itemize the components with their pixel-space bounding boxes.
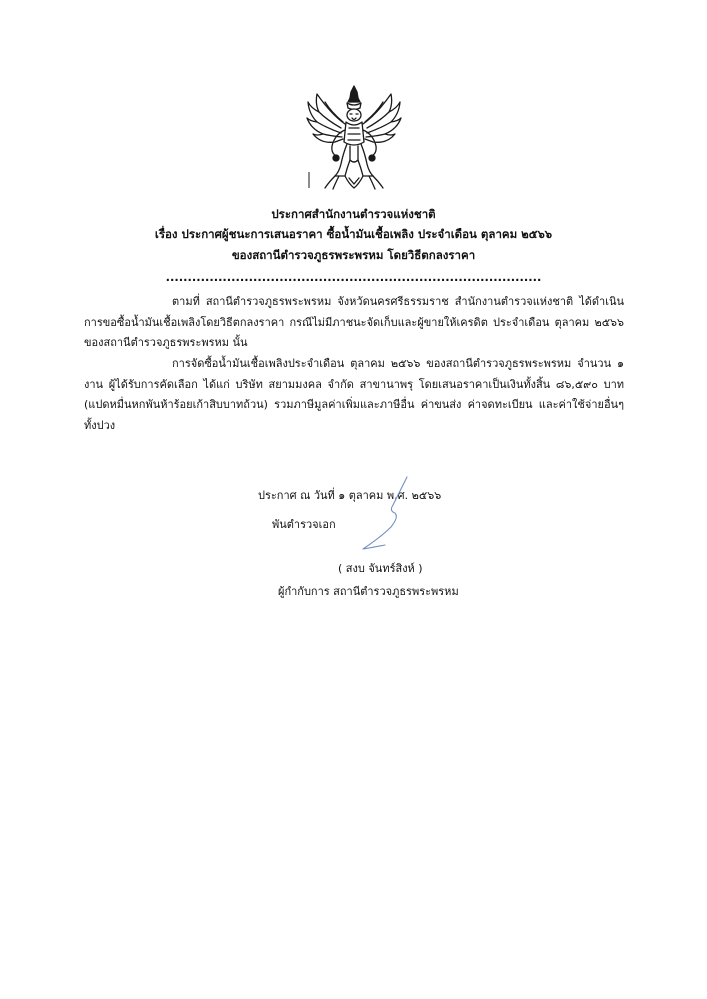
announcement-subject-continued: ของสถานีตำรวจภูธรพระพรหม โดยวิธีตกลงราคา — [231, 248, 476, 262]
announcement-subject: เรื่อง ประกาศผู้ชนะการเสนอราคา ซื้อน้ำมันเชื้อเพลิง ประจำเดือน ตุลาคม ๒๕๖๖ — [154, 227, 553, 241]
divider-dots: ...................................................................................... — [165, 270, 542, 284]
body-paragraph-1: ตามที่ สถานีตำรวจภูธรพระพรหม จังหวัดนครศรีธรรมราช สำนักงานตำรวจแห่งชาติ ได้ดำเนินการขอซื้อน้ำมันเชื้อเพลิงโดยวิธีตกลงราคา กรณีไม่มีภาชนะจัดเก็บและผู้ขายให้เครดิต ประจำเดือน ตุลาคม ๒๕๖๖ ของสถานีตำรวจภูธรพระพรหม นั้น — [84, 295, 624, 349]
body-paragraph-2: การจัดซื้อน้ำมันเชื้อเพลิงประจำเดือน ตุลาคม ๒๕๖๖ ของสถานีตำรวจภูธรพระพรหม จำนวน ๑ งาน ผู้ได้รับการคัดเลือก ได้แก่ บริษัท สยามมงคล จำกัด สาขานาพรุ โดยเสนอราคาเป็นเงินทั้งสิ้น ๘๖,๕๙๐ บาท (แปดหมื่นหกพันห้าร้อยเก้าสิบบาทถ้วน) รวมภาษีมูลค่าเพิ่มและภาษีอื่น ค่าขนส่ง ค่าจดทะเบียน และค่าใช้จ่ายอื่นๆ ทั้งปวง — [84, 357, 624, 432]
handwritten-signature — [355, 475, 415, 555]
signer-position: ผู้กำกับการ สถานีตำรวจภูธรพระพรหม — [278, 585, 459, 598]
signer-name: ( สงบ จันทร์สิงห์ ) — [338, 562, 423, 575]
announcement-date: ประกาศ ณ วันที่ ๑ ตุลาคม พ.ศ. ๒๕๖๖ — [258, 489, 442, 502]
garuda-emblem-icon — [305, 84, 403, 190]
announcement-title: ประกาศสำนักงานตำรวจแห่งชาติ — [271, 207, 436, 221]
signer-rank: พันตำรวจเอก — [272, 518, 336, 531]
